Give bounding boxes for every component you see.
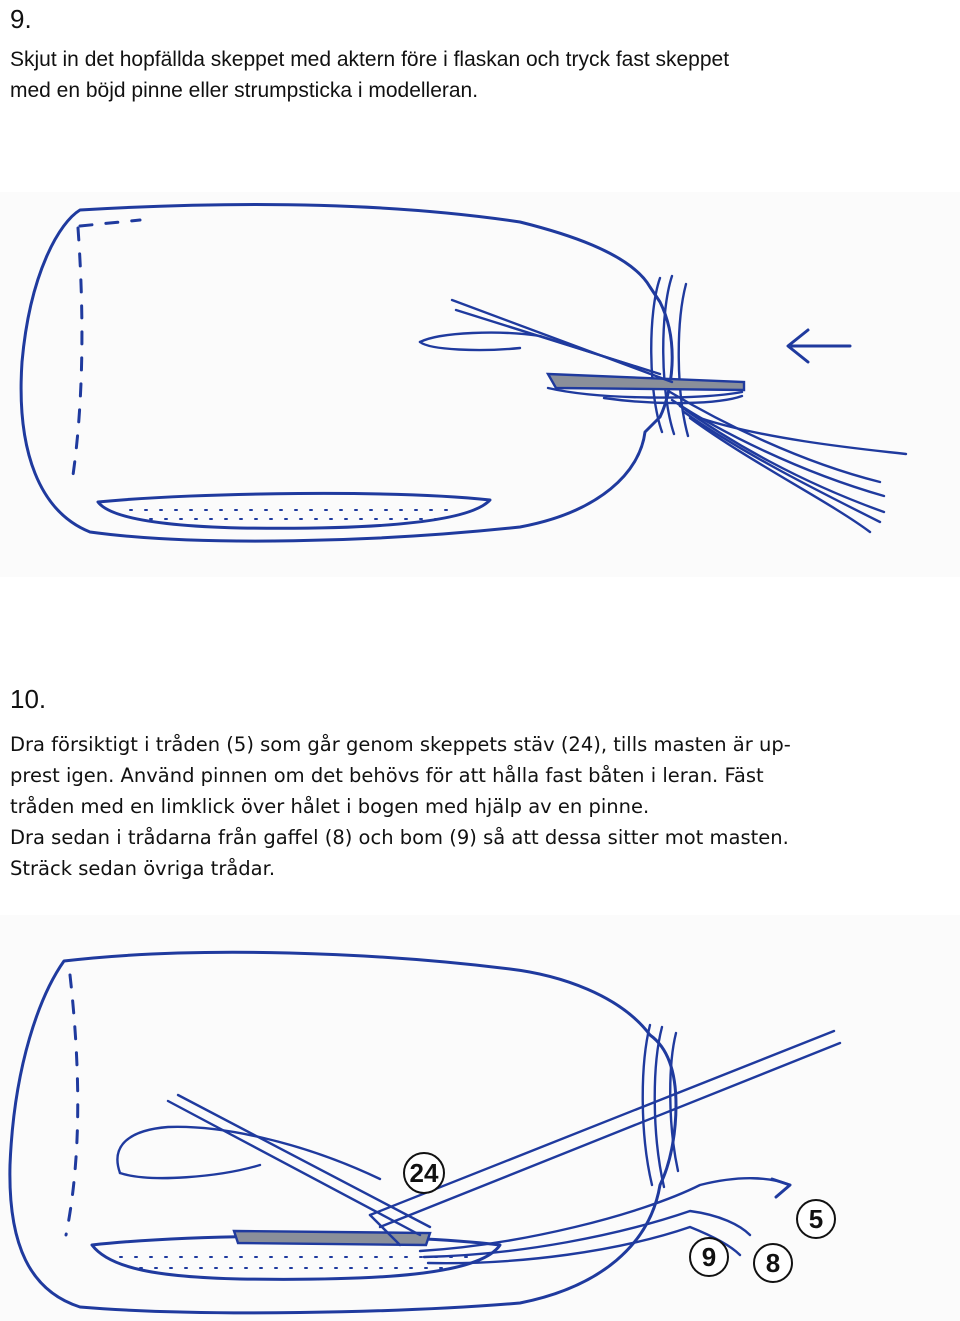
bottle-insertion-illustration bbox=[0, 192, 960, 577]
mast-raising-illustration bbox=[0, 915, 960, 1321]
step-10-number: 10. bbox=[10, 684, 47, 714]
text-line: Dra försiktigt i tråden (5) som går genom skeppets stäv (24), tills masten är up- bbox=[10, 733, 791, 756]
callout-5 bbox=[797, 1200, 835, 1238]
text-line: tråden med en limklick över hålet i bogen med hjälp av en pinne. bbox=[10, 795, 650, 818]
callout-8 bbox=[754, 1244, 792, 1282]
text-line: Sträck sedan övriga trådar. bbox=[10, 857, 276, 880]
step-10-instructions bbox=[10, 729, 791, 884]
callout-label: 8 bbox=[765, 1248, 781, 1278]
text-line: Skjut in det hopfällda skeppet med aktern före i flaskan och tryck fast skeppet bbox=[10, 48, 730, 71]
callout-label: 24 bbox=[409, 1158, 439, 1188]
callout-label: 9 bbox=[701, 1242, 717, 1272]
text-line: prest igen. Använd pinnen om det behövs för att hålla fast båten i leran. Fäst bbox=[10, 764, 764, 787]
step-9-instructions bbox=[10, 44, 729, 106]
text-line: Dra sedan i trådarna från gaffel (8) och bom (9) så att dessa sitter mot masten. bbox=[10, 826, 789, 849]
callout-9 bbox=[690, 1238, 728, 1276]
step-9-number: 9. bbox=[10, 4, 32, 34]
text-line: med en böjd pinne eller strumpsticka i modelleran. bbox=[10, 79, 479, 102]
callout-label: 5 bbox=[808, 1204, 824, 1234]
callout-24 bbox=[404, 1153, 444, 1193]
